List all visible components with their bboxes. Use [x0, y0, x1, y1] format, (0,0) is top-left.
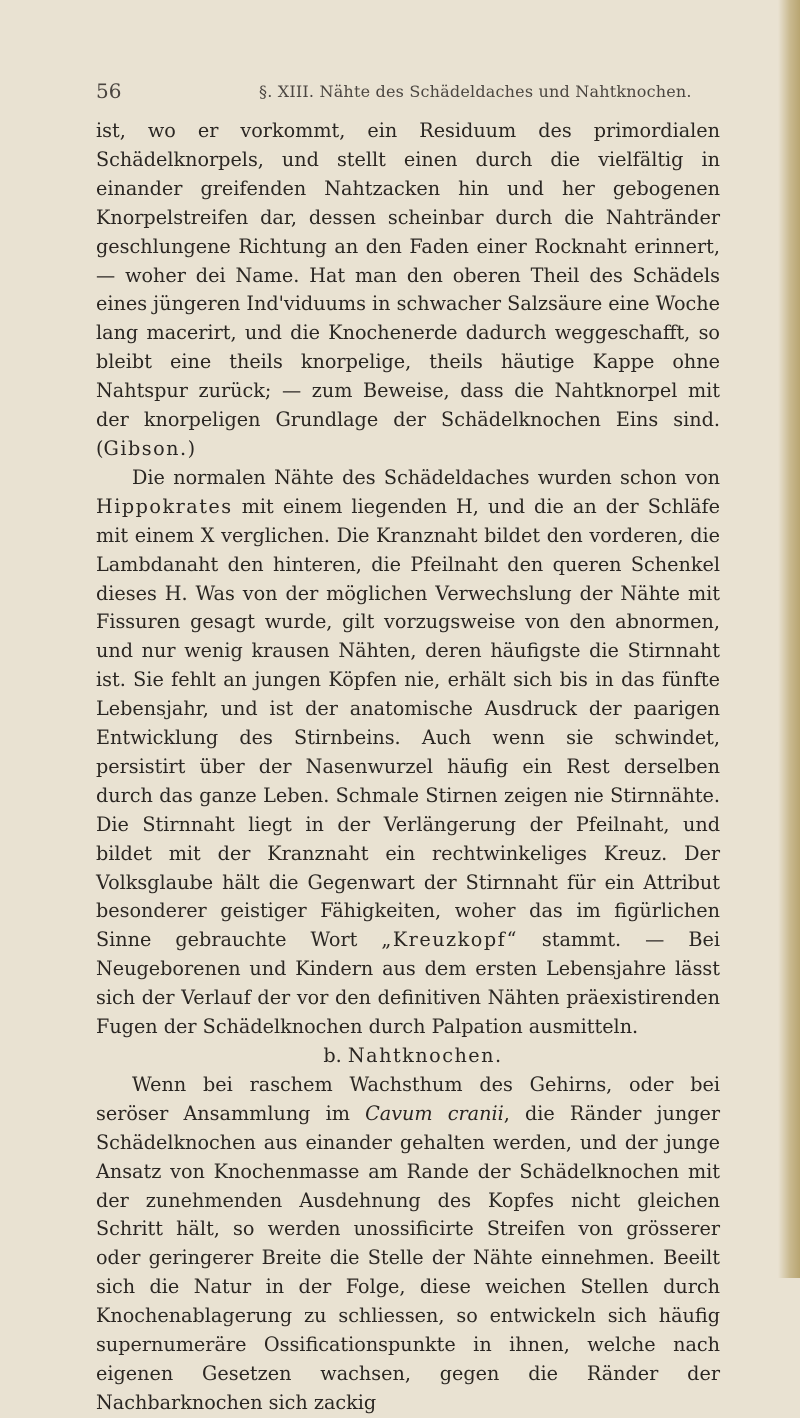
paragraph-1-text-b: )	[187, 436, 196, 460]
author-hippokrates: Hippokrates	[96, 494, 233, 518]
quoted-word-kreuzkopf: „Kreuzkopf“	[381, 928, 518, 952]
paragraph-3-text-a: Wenn bei raschem Wachsthum des Gehirns, oder bei seröser Ansammlung im	[96, 1072, 720, 1125]
body-text	[96, 117, 720, 1418]
italic-term-cavum-cranii: Cavum cranii	[365, 1101, 504, 1125]
paragraph-1-text-a: ist, wo er vorkommt, ein Residuum des primordialen Schädelknorpels, und stellt einen durch die vielfältig in einander greifenden Nahtzacken hin und her gebogenen Knorpelstreifen dar, dessen scheinbar durch die Nahtränder geschlungene Richtung an den Faden einer Rocknaht erinnert, — woher dei Name. Hat man den oberen Theil des Schädels eines jüngeren Ind'viduums in schwacher Salzsäure eine Woche lang macerirt, und die Knochenerde dadurch weggeschafft, so bleibt eine theils knorpelige, theils häutige Kappe ohne Nahtspur zurück; — zum Beweise, dass die Nahtknorpel mit der knorpeligen Grundlage der Schädelknochen Eins sind. (	[96, 119, 721, 460]
section-title: Nahtknochen.	[347, 1044, 503, 1067]
running-head: §. XIII. Nähte des Schädeldaches und Nahtknochen.	[259, 82, 692, 101]
section-letter: b.	[323, 1044, 342, 1067]
paragraph-2-text-a: Die normalen Nähte des Schädeldaches wurden schon von	[132, 465, 720, 489]
paragraph-2	[96, 464, 720, 1042]
paragraph-3-text-b: , die Ränder junger Schädelknochen aus einander gehalten werden, und der junge Ansatz von Knochenmasse am Rande der Schädelknochen mit der zunehmenden Ausdehnung des Kopfes nicht gleichen Schritt hält, so werden unossificirte Streifen von grösserer oder geringerer Breite die Stelle der Nähte einnehmen. Beeilt sich die Natur in der Folge, diese weichen Stellen durch Knochenablagerung zu schliessen, so entwickeln sich häufig supernumeräre Ossificationspunkte in ihnen, welche nach eigenen Gesetzen wachsen, gegen die Ränder der Nachbarknochen sich zackig	[96, 1101, 721, 1414]
paragraph-2-text-b: mit einem liegenden H, und die an der Schläfe mit einem X verglichen. Die Kranznaht bildet den vorderen, die Lambdanaht den hinteren, die Pfeilnaht den queren Schenkel dieses H. Was von der möglichen Verwechslung der Nähte mit Fissuren gesagt wurde, gilt vorzugsweise von den abnormen, und nur wenig krausen Nähten, deren häufigste die Stirnnaht ist. Sie fehlt an jungen Köpfen nie, erhält sich bis in das fünfte Lebensjahr, und ist der anatomische Ausdruck der paarigen Entwicklung des Stirnbeins. Auch wenn sie schwindet, persistirt über der Nasenwurzel häufig ein Rest derselben durch das ganze Leben. Schmale Stirnen zeigen nie Stirnnähte. Die Stirnnaht liegt in der Verlängerung der Pfeilnaht, und bildet mit der Kranznaht ein rechtwinkeliges Kreuz. Der Volksglaube hält die Gegenwart der Stirnnaht für ein Attribut besonderer geistiger Fähigkeiten, woher das im figürlichen Sinne gebrauchte Wort	[96, 494, 720, 952]
paragraph-1	[96, 117, 720, 464]
section-heading	[96, 1042, 720, 1071]
author-gibson: Gibson.	[103, 436, 188, 460]
paragraph-3	[96, 1071, 720, 1418]
paragraph-2-text-c: stammt. — Bei Neugeborenen und Kindern aus dem ersten Lebensjahre lässt sich der Verlauf der vor den definitiven Nähten präexistirenden Fugen der Schädelknochen durch Palpation ausmitteln.	[96, 928, 720, 1039]
page-number: 56	[96, 79, 122, 103]
page-edge-shadow	[778, 0, 800, 1278]
page-header	[96, 79, 716, 109]
